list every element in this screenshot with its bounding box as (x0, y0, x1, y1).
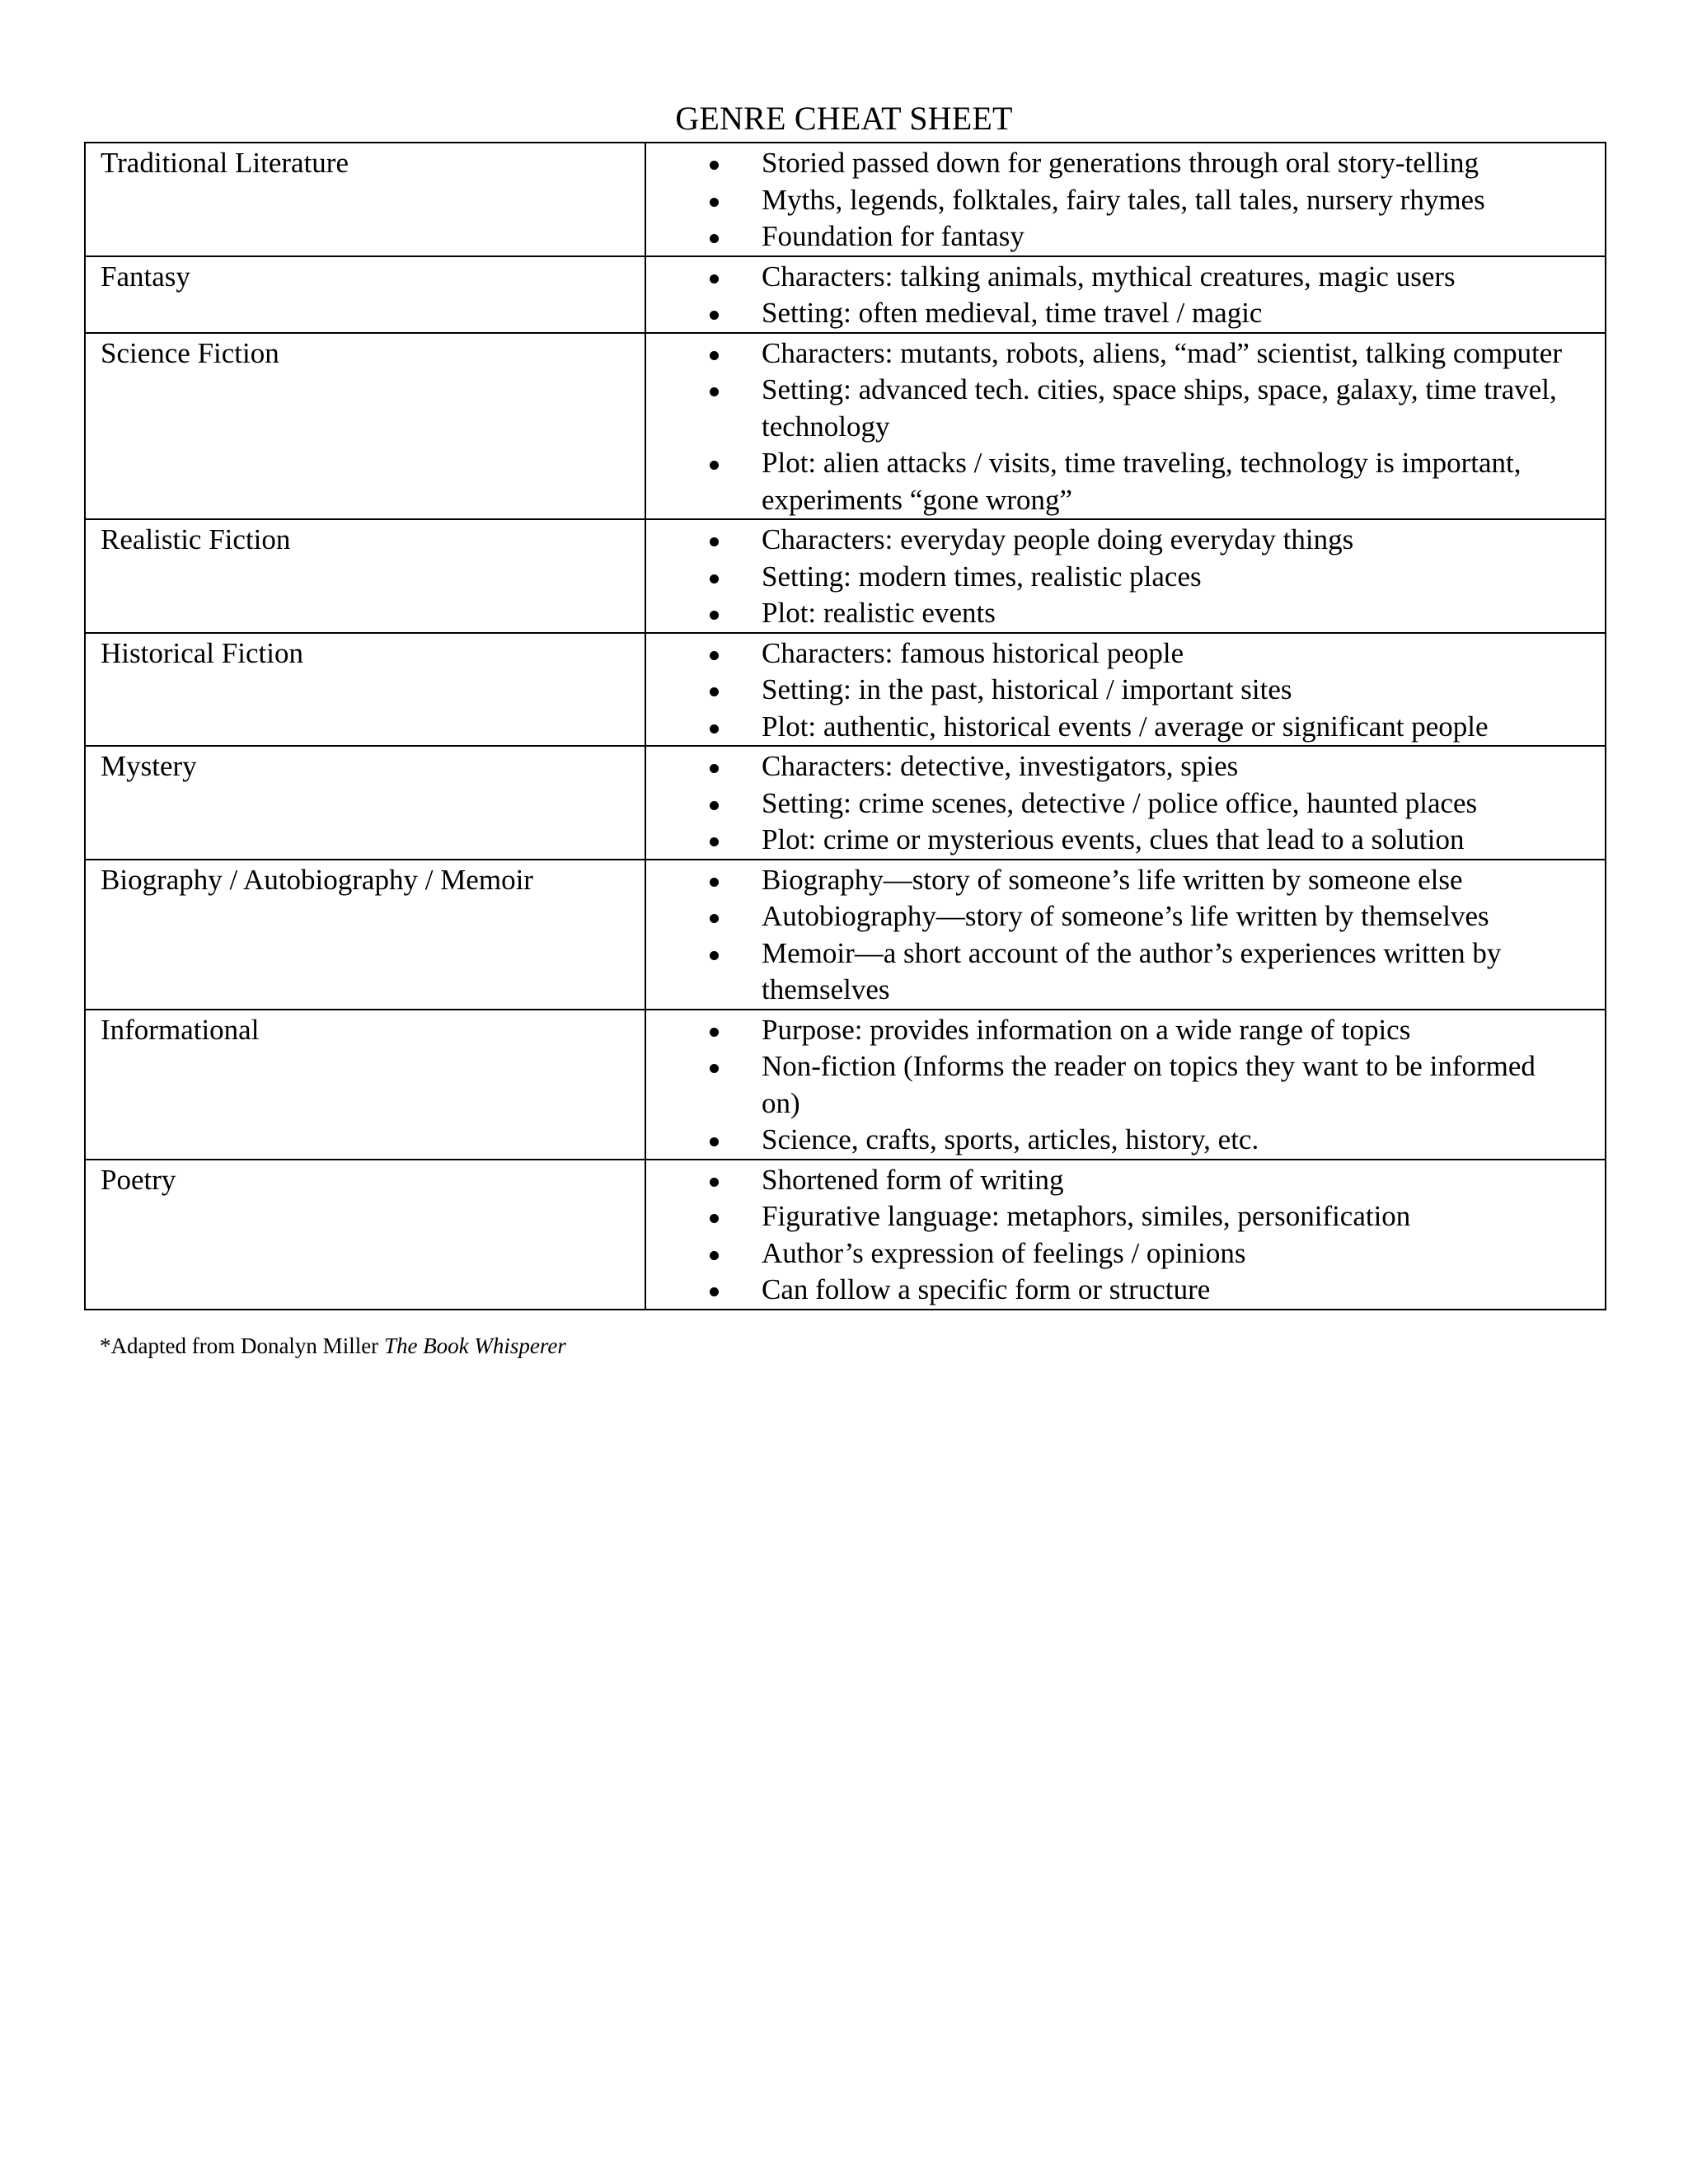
genre-name: Traditional Literature (101, 147, 349, 179)
list-item: Characters: talking animals, mythical creatures, magic users (646, 259, 1580, 296)
list-item: Setting: modern times, realistic places (646, 559, 1580, 596)
table-row (85, 333, 1606, 520)
genre-name-cell (85, 633, 645, 747)
table-row (85, 860, 1606, 1010)
genre-description-cell (645, 1160, 1606, 1310)
genre-name: Science Fiction (101, 336, 279, 369)
genre-name: Informational (101, 1013, 260, 1046)
list-item: Biography—story of someone’s life written by someone else (646, 862, 1580, 899)
bullet-list (646, 748, 1580, 859)
table-row (85, 633, 1606, 747)
list-item: Autobiography—story of someone’s life written by themselves (646, 898, 1580, 935)
footnote-prefix: *Adapted from Donalyn Miller (100, 1333, 379, 1358)
genre-name-cell (85, 1010, 645, 1160)
bullet-list (646, 522, 1580, 632)
table-row (85, 256, 1606, 333)
footnote-book-title: The Book Whisperer (383, 1333, 566, 1358)
bullet-list (646, 862, 1580, 1009)
genre-description-cell (645, 1010, 1606, 1160)
list-item: Storied passed down for generations through oral story-telling (646, 145, 1580, 182)
bullet-list (646, 1162, 1580, 1309)
genre-table (84, 142, 1606, 1310)
list-item: Setting: often medieval, time travel / magic (646, 295, 1580, 332)
list-item: Myths, legends, folktales, fairy tales, tall tales, nursery rhymes (646, 182, 1580, 219)
list-item: Figurative language: metaphors, similes, personification (646, 1198, 1580, 1235)
list-item: Author’s expression of feelings / opinions (646, 1235, 1580, 1272)
list-item: Plot: realistic events (646, 595, 1580, 632)
genre-name-cell (85, 1160, 645, 1310)
genre-name: Biography / Autobiography / Memoir (101, 863, 533, 896)
page-title: GENRE CHEAT SHEET (675, 100, 1013, 137)
list-item: Characters: famous historical people (646, 635, 1580, 673)
genre-description-cell (645, 519, 1606, 633)
genre-name-cell (85, 746, 645, 860)
list-item: Characters: everyday people doing everyday things (646, 522, 1580, 559)
list-item: Setting: in the past, historical / important sites (646, 672, 1580, 709)
list-item: Plot: authentic, historical events / average or significant people (646, 709, 1580, 746)
list-item: Purpose: provides information on a wide range of topics (646, 1012, 1580, 1049)
list-item: Science, crafts, sports, articles, history, etc. (646, 1122, 1580, 1159)
bullet-list (646, 335, 1580, 519)
list-item: Plot: alien attacks / visits, time traveling, technology is important, experiments “gone wrong” (646, 445, 1580, 518)
genre-name: Mystery (101, 750, 197, 782)
genre-name: Realistic Fiction (101, 523, 291, 555)
genre-description-cell (645, 143, 1606, 256)
genre-name: Fantasy (101, 260, 190, 293)
list-item: Memoir—a short account of the author’s experiences written by themselves (646, 935, 1580, 1009)
list-item: Characters: detective, investigators, spies (646, 748, 1580, 785)
bullet-list (646, 635, 1580, 746)
genre-description-cell (645, 633, 1606, 747)
genre-name-cell (85, 143, 645, 256)
table-row (85, 143, 1606, 256)
genre-name: Historical Fiction (101, 636, 303, 669)
genre-description-cell (645, 333, 1606, 520)
list-item: Non-fiction (Informs the reader on topics they want to be informed on) (646, 1048, 1580, 1122)
genre-name-cell (85, 519, 645, 633)
list-item: Setting: advanced tech. cities, space ships, space, galaxy, time travel, technology (646, 372, 1580, 445)
bullet-list (646, 259, 1580, 332)
genre-description-cell (645, 746, 1606, 860)
table-row (85, 1010, 1606, 1160)
list-item: Plot: crime or mysterious events, clues that lead to a solution (646, 822, 1580, 859)
list-item: Shortened form of writing (646, 1162, 1580, 1199)
genre-table-body (85, 143, 1606, 1310)
list-item: Characters: mutants, robots, aliens, “mad” scientist, talking computer (646, 335, 1580, 373)
list-item: Setting: crime scenes, detective / police office, haunted places (646, 785, 1580, 823)
table-row (85, 746, 1606, 860)
list-item: Foundation for fantasy (646, 218, 1580, 255)
table-row (85, 519, 1606, 633)
genre-name-cell (85, 333, 645, 520)
bullet-list (646, 145, 1580, 255)
footnote (100, 1332, 566, 1360)
genre-description-cell (645, 860, 1606, 1010)
bullet-list (646, 1012, 1580, 1159)
genre-description-cell (645, 256, 1606, 333)
genre-name-cell (85, 256, 645, 333)
list-item: Can follow a specific form or structure (646, 1272, 1580, 1309)
genre-name: Poetry (101, 1163, 176, 1196)
table-row (85, 1160, 1606, 1310)
genre-name-cell (85, 860, 645, 1010)
